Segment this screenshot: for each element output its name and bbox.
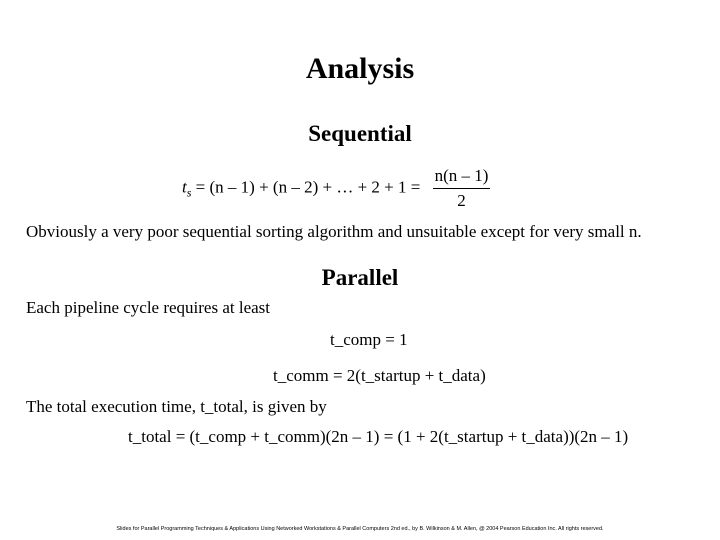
- ts-subscript: s: [186, 185, 192, 200]
- parallel-intro: Each pipeline cycle requires at least: [26, 298, 271, 317]
- sequential-fraction: [433, 166, 491, 211]
- tcomp-equation: t_comp = 1: [330, 330, 408, 349]
- sequential-equation: [182, 166, 490, 211]
- ts-symbol: t: [182, 177, 187, 197]
- sequential-note: Obviously a very poor sequential sorting algorithm and unsuitable except for very small n.: [26, 222, 642, 241]
- tcomm-equation: t_comm = 2(t_startup + t_data): [273, 366, 486, 385]
- total-time-text: The total execution time, t_total, is given by: [26, 397, 327, 416]
- sequential-heading: Sequential: [308, 121, 412, 146]
- footer-credit: Slides for Parallel Programming Techniques & Applications Using Networked Workstations & Parallel Computers 2nd ed., by B. Wilkinson & M. Allen, @ 2004 Pearson Education Inc. All rights reserved.: [116, 526, 604, 532]
- parallel-heading: Parallel: [321, 265, 399, 290]
- total-time-equation: t_total = (t_comp + t_comm)(2n – 1) = (1 + 2(t_startup + t_data))(2n – 1): [128, 427, 629, 446]
- fraction-numerator: n(n – 1): [433, 166, 491, 189]
- sequential-sum: = (n – 1) + (n – 2) + … + 2 + 1 =: [195, 177, 421, 197]
- fraction-denominator: 2: [457, 191, 466, 210]
- slide-title: Analysis: [305, 52, 415, 85]
